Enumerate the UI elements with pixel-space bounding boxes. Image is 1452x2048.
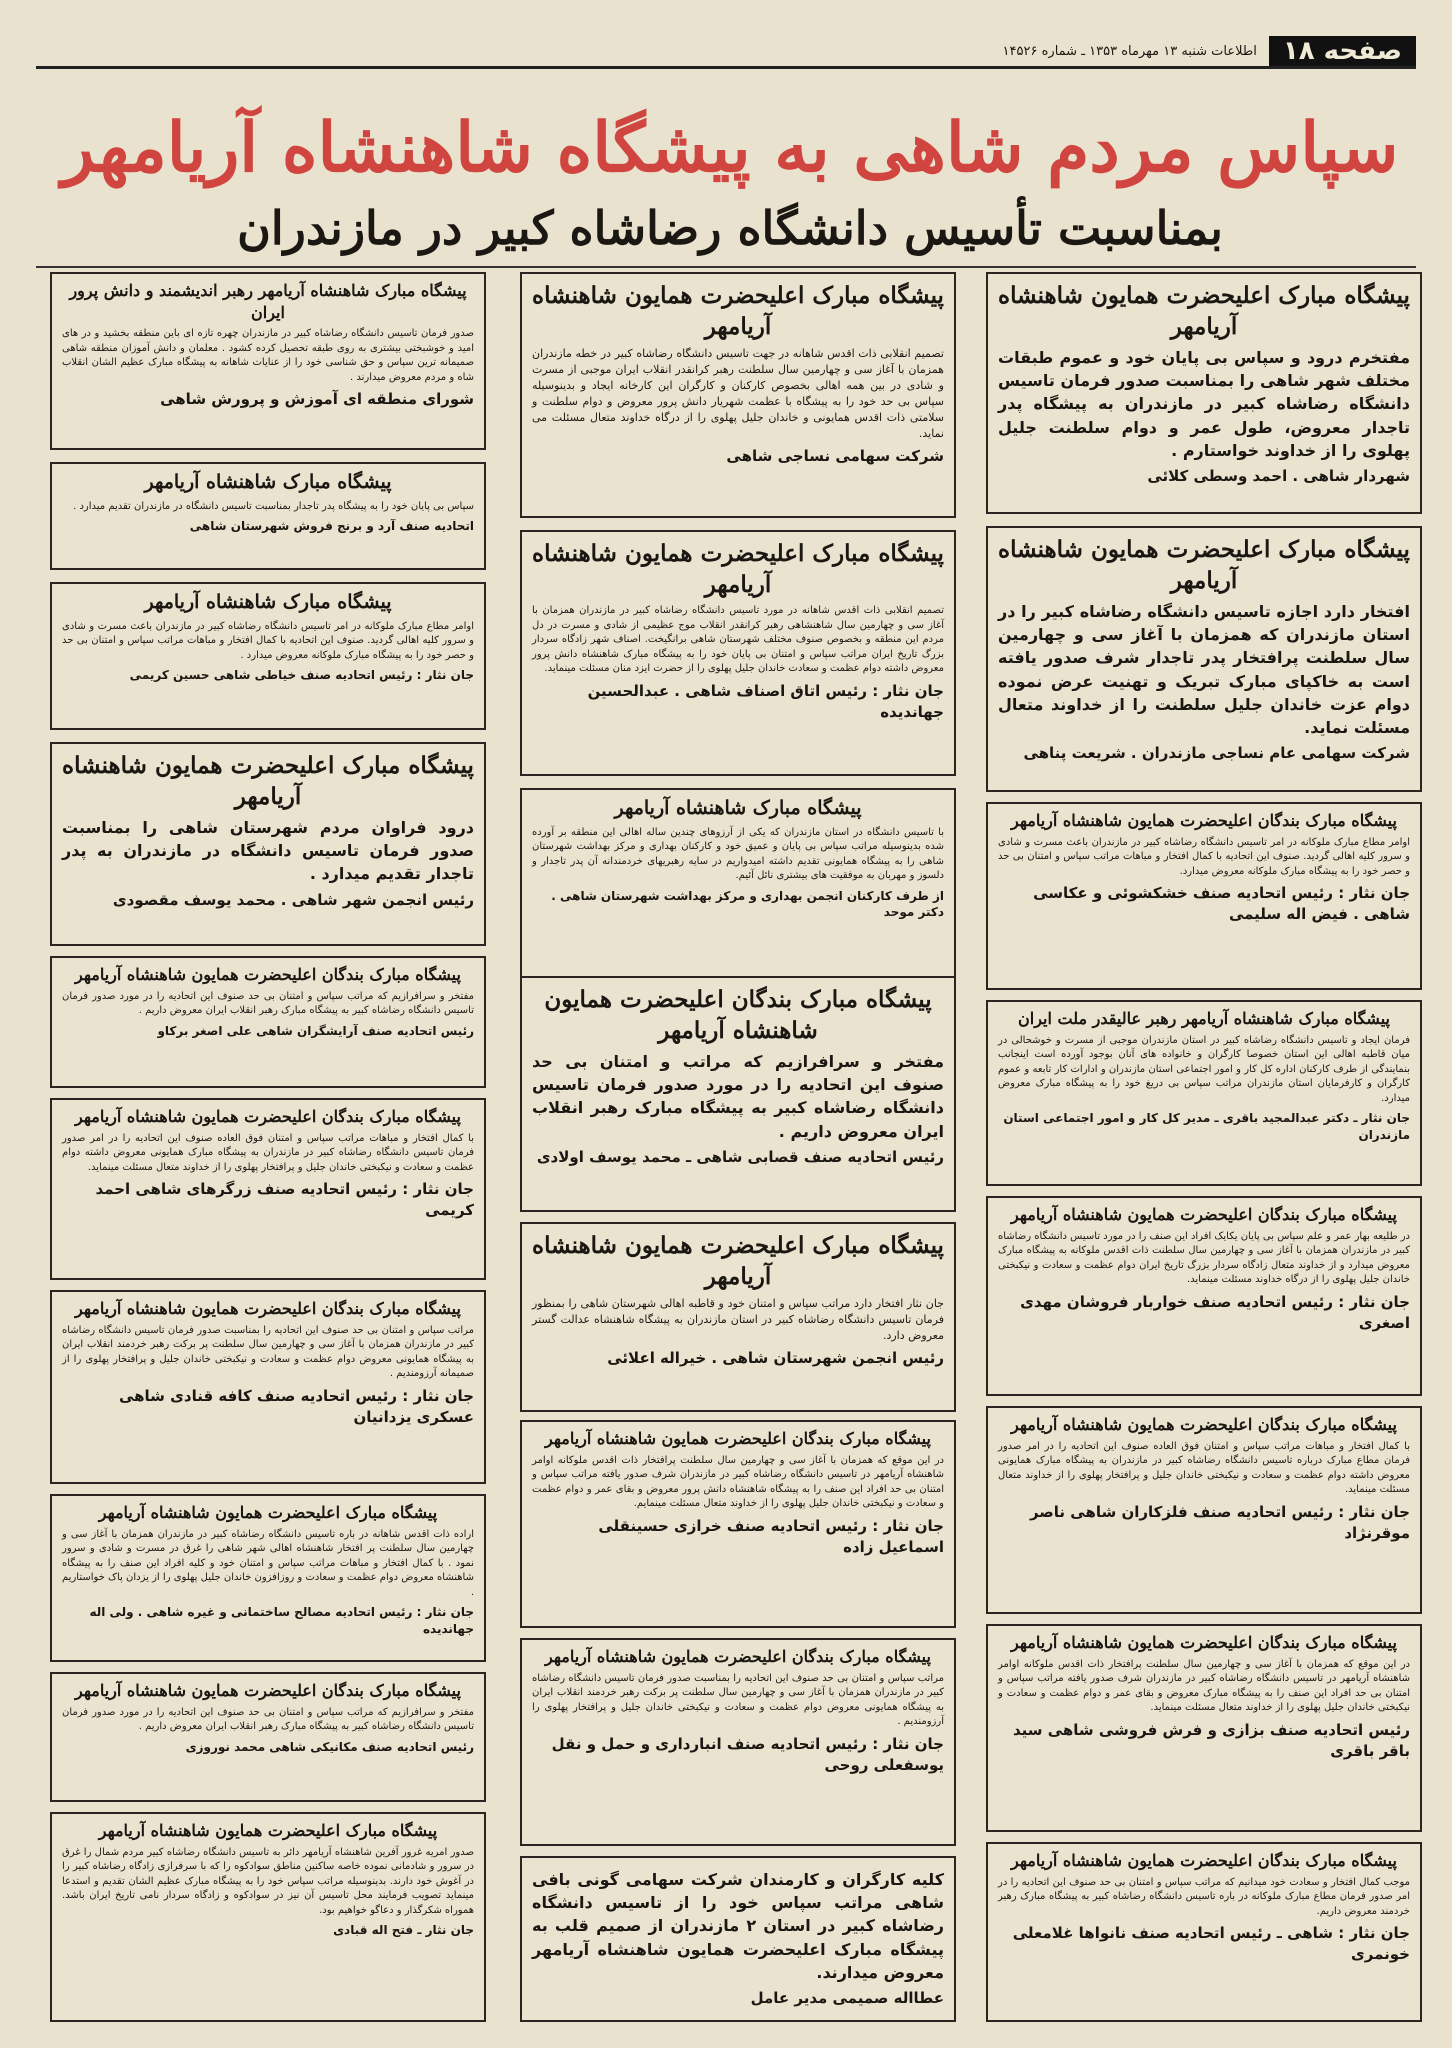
ad-box [50,1672,486,1802]
ad-box [520,1222,956,1412]
ad-title: پیشگاه مبارک شاهنشاه آریامهر [614,797,862,819]
ad-body: مفتخرم درود و سپاس بی پایان خود و عموم طبقات مختلف شهر شاهی را بمناسبت صدور فرمان تاسیس دانشگاه رضاشاه کبیر در مازندران به پیشگاه پدر تاجدار معروض، طول عمر و دوام سلطنت جلیل پهلوی را از خداوند خواستارم . [998,348,1410,460]
divider [36,266,1416,268]
ad-body: در این موقع که همزمان با آغاز سی و چهارمین سال سلطنت پرافتخار ذات اقدس ملوکانه اوامر شاهنشاه آریامهر در تاسیس دانشگاه رضاشاه کبیر در مازندران شرف صدور یافته مراتب سپاس و امتنان بی حد افراد این صنف را به پیشگاه مبارک معروض و بقای عمر و دوام عظمت و سعادت و نیکبختی خاندان جلیل پهلوی را از خداوند متعال مسئلت مینماید. [998,1658,1410,1714]
ad-box [50,1098,486,1280]
ad-title: پیشگاه مبارک بندگان اعلیحضرت همایون شاهنشاه آریامهر [544,986,932,1045]
ad-box [520,272,956,518]
ad-box [520,530,956,776]
subheadline: بمناسبت تأسیس دانشگاه رضاشاه کبیر در مازندران [237,201,1223,255]
ad-title: پیشگاه مبارک شاهنشاه آریامهر [144,471,392,493]
ad-signature: جان نثار ـ دکتر عبدالمجید باقری ـ مدیر کل کار و امور اجتماعی استان مازندران [1003,1111,1410,1142]
ad-box [50,956,486,1088]
ad-title: پیشگاه مبارک اعلیحضرت همایون شاهنشاه آریامهر [62,752,474,811]
ad-box [520,1638,956,1846]
ad-body: اوامر مطاع مبارک ملوکانه در امر تاسیس دانشگاه رضاشاه کبیر در مازندران باعث مسرت و شادی و سرور کلیه اهالی گردید. صنوف این اتحادیه با کمال افتخار و مباهات مراتب سپاس و امتنان بی حد و حصر خود را به پیشگاه مبارک ملوکانه معروض میدارد . [62,620,474,661]
ad-signature: شرکت سهامی نساجی شاهی [726,446,944,465]
ad-body: تصمیم انقلابی ذات اقدس شاهانه در جهت تاسیس دانشگاه رضاشاه کبیر در خطه مازندران همزمان با آغاز سی و چهارمین سال سلطنت رهبر کرانقدر انقلاب ایران موجبی از مسرت و شادی در بین همه اهالی بخصوص کارکنان و کارگران این کارخانه ایجاد و بدینوسیله سپاس بی حد خود را به پیشگاه با عظمت شهریار دانش پرور معروض و دوام سلطنت و سلامتی ذات اقدس همایونی و خاندان جلیل پهلوی را از درگاه خداوند متعال مسئلت می نماید. [532,347,944,440]
ad-title: پیشگاه مبارک اعلیحضرت همایون شاهنشاه آریامهر [98,1503,438,1522]
ad-title: پیشگاه مبارک بندگان اعلیحضرت همایون شاهنشاه آریامهر [75,965,461,984]
page-number: صفحه ۱۸ [1269,36,1416,66]
ad-box [986,526,1422,792]
ad-signature: عطااله صمیمی مدیر عامل [750,1988,944,2007]
ad-signature: از طرف کارکنان انجمن بهداری و مرکز بهداشت شهرستان شاهی . دکتر موحد [551,888,944,920]
ad-body: با کمال افتخار و مباهات مراتب سپاس و امتنان فوق العاده صنوف این اتحادیه را در امر صدور فرمان تاسیس دانشگاه رضاشاه کبیر در مازندران به پیشگاه مبارک همایونی معروض داشته دوام عظمت و سعادت و نیکبختی خاندان جلیل و پرافتخار پهلوی را از خداوند متعال مسئلت مینماید. [62,1132,474,1173]
ad-signature: شرکت سهامی عام نساجی مازندران . شریعت پناهی [1023,744,1410,763]
ad-signature: جان نثار : رئیس اتحادیه صنف فلزکاران شاهی ناصر موقرنژاد [1029,1502,1410,1542]
ad-signature: رئیس اتحادیه صنف بزازی و فرش فروشی شاهی سید باقر باقری [1012,1720,1410,1760]
ad-title: پیشگاه مبارک بندگان اعلیحضرت همایون شاهنشاه آریامهر [75,1107,461,1126]
ad-title: پیشگاه مبارک اعلیحضرت همایون شاهنشاه آریامهر [532,540,944,599]
ad-title: پیشگاه مبارک شاهنشاه آریامهر رهبر اندیشمند و دانش پرور ایران [69,281,467,322]
ad-body: موجب کمال افتخار و سعادت خود میدانیم که مراتب سپاس و امتنان بی حد صنوف این اتحادیه را در امر صدور فرمان مطاع مبارک ملوکانه در باره تاسیس دانشگاه رضاشاه کبیر به پیشگاه مبارک رهبر خردمند معروض داریم. [998,1876,1410,1917]
ad-title: پیشگاه مبارک اعلیحضرت همایون شاهنشاه آریامهر [998,282,1410,341]
ad-title: پیشگاه مبارک بندگان اعلیحضرت همایون شاهنشاه آریامهر [545,1429,931,1448]
ad-body: مراتب سپاس و امتنان بی حد صنوف این اتحادیه را بمناسبت صدور فرمان تاسیس دانشگاه رضاشاه کبیر در مازندران همزمان با آغاز سی و چهارمین سال سلطنت پر برکت رهبر خردمند انقلاب ایران به پیشگاه همایونی معروض دوام عظمت و سعادت و نیکبختی خاندان جلیل و پرافتخار پهلوی را از صمیمانه آرزومندیم . [62,1324,474,1380]
ad-box [50,462,486,570]
ad-title: پیشگاه مبارک بندگان اعلیحضرت همایون شاهنشاه آریامهر [1011,811,1397,830]
ad-box [986,272,1422,514]
ad-title: پیشگاه مبارک شاهنشاه آریامهر رهبر عالیقدر ملت ایران [1018,1009,1390,1028]
ad-title: پیشگاه مبارک شاهنشاه آریامهر [144,591,392,613]
ad-title: پیشگاه مبارک بندگان اعلیحضرت همایون شاهنشاه آریامهر [1011,1415,1397,1434]
ad-signature: جان نثار : رئیس اتاق اصناف شاهی . عبدالحسین جهاندیده [587,681,944,721]
ad-body: در طلیعه بهار عمر و علم سپاس بی پایان یکایک افراد این صنف را در مورد تاسیس دانشگاه رضاشاه کبیر در مازندران همزمان با آغاز سی و چهارمین سال سلطنت ذات اقدس ملوکانه به پیشگاه مبارک معروض میدارد و از خداوند متعال زادگاه سردار بزرگ تاریخ ایران دوام عظمت و سعادت و نیکبختی خاندان جلیل پهلوی را از درگاه خداوند مسئلت مینماید. [998,1230,1410,1286]
ad-body: تصمیم انقلابی ذات اقدس شاهانه در مورد تاسیس دانشگاه رضاشاه کبیر در مازندران همزمان با آغاز سی و چهارمین سال شاهنشاهی رهبر کرانقدر انقلاب موج عظیمی از شادی و مسرت در دل مردم این منطقه و بخصوص صنوف مختلف شهرستان شاهی برانگیخت. اصناف شهر زادگاه سردار بزرگ تاریخ ایران مراتب سپاس و امتنان بی پایان خود را به پیشگاه مبارک شاهنشاه دانش پرور معروض داشته دوام عظمت و سعادت خاندان جلیل پهلوی را از حضرت ایزد منان مسئلت مینماید. [532,605,944,675]
ad-signature: جان نثار ـ فتح اله قبادی [333,1923,474,1938]
ad-box [520,788,956,978]
ad-body: با تاسیس دانشگاه در استان مازندران که یکی از آرزوهای چندین ساله اهالی این منطقه بر آورده شده بدینوسیله مراتب سپاس بی پایان و عمیق خود و کارکنان بهداری و مرکز بهداشت شهرستان شاهی را به پیشگاه همایونی تقدیم داشته امیدواریم در سایه رهبریهای خردمندانه آن پدر تاجدار و دلسوز و مهربان به موفقیت های بیشتری نائل آئیم. [532,826,944,882]
ad-body: اوامر مطاع مبارک ملوکانه در امر تاسیس دانشگاه رضاشاه کبیر در مازندران باعث مسرت و شادی و سرور کلیه اهالی گردید. صنوف این اتحادیه با کمال افتخار و مباهات مراتب سپاس و امتنان بی حد و حصر خود را به پیشگاه مبارک ملوکانه معروض میدارد. [998,836,1410,877]
ad-signature: جان نثار : رئیس اتحادیه صنف خشکشوئی و عکاسی شاهی . فیض اله سلیمی [1033,884,1410,924]
ad-body: کلیه کارگران و کارمندان شرکت سهامی گونی بافی شاهی مراتب سپاس خود را از تاسیس دانشگاه رضاشاه کبیر در استان ۲ مازندران از صمیم قلب به پیشگاه مبارک اعلیحضرت همایون شاهنشاه آریامهر معروض میدارند. [532,1870,944,1982]
ad-box [50,1812,486,2022]
ad-body: مفتخر و سرافرازیم که مراتب و امتنان بی حد صنوف این اتحادیه را در مورد صدور فرمان تاسیس دانشگاه رضاشاه کبیر به پیشگاه مبارک رهبر انقلاب ایران معروض داریم . [532,1052,944,1141]
ad-title: پیشگاه مبارک بندگان اعلیحضرت همایون شاهنشاه آریامهر [1011,1633,1397,1652]
ad-box [986,802,1422,990]
ad-signature: جان نثار : رئیس اتحادیه صنف خیاطی شاهی حسین کریمی [129,668,474,683]
issue-info: اطلاعات شنبه ۱۳ مهرماه ۱۳۵۳ ـ شماره ۱۴۵۲۶ [1002,43,1257,59]
ad-signature: اتحادیه صنف آرد و برنج فروش شهرستان شاهی [189,519,474,534]
ad-signature: جان نثار : رئیس اتحادیه صنف زرگرهای شاهی احمد کریمی [95,1180,474,1220]
ad-box [986,1406,1422,1614]
ad-title: پیشگاه مبارک اعلیحضرت همایون شاهنشاه آریامهر [532,282,944,341]
ad-box [520,1856,956,2022]
ad-body: فرمان ایجاد و تاسیس دانشگاه رضاشاه کبیر در استان مازندران موجبی از مسرت و خوشحالی در میان قاطبه اهالی این استان خصوصا کارگران و خانواده های آنان بوجود آورده است اینجانب بنمایندگی از طرف کارکنان اداره کل کار و امور اجتماعی استان مازندران و ادارات کار تابعه و عموم کارگران و کارفرمایان استان مازندران مراتب سپاس بی دریغ خود را به پیشگاه مبارک معروض میدارد. [998,1034,1410,1104]
ad-body: اراده ذات اقدس شاهانه در باره تاسیس دانشگاه رضاشاه کبیر در مازندران همزمان با آغاز سی و چهارمین سال سلطنت پر افتخار شاهنشاه اهالی شهر شاهی را غرق در مسرت و شادی و سرور نمود . با کمال افتخار و مباهات مراتب سپاس و امتنان خود و کلیه افراد این صنف را به پیشگاه شاهنشاه معروض دوام عظمت و سعادت و روزافزون خاندان جلیل پهلوی را از یزدان پاک خواستاریم . [62,1528,474,1598]
ad-box [520,976,956,1212]
ad-title: پیشگاه مبارک اعلیحضرت همایون شاهنشاه آریامهر [532,1232,944,1291]
ad-signature: شورای منطقه ای آموزش و پرورش شاهی [160,390,474,409]
ad-body: مراتب سپاس و امتنان بی حد صنوف این اتحادیه را بمناسبت صدور فرمان تاسیس دانشگاه رضاشاه کبیر در مازندران همزمان با آغاز سی و چهارمین سال سلطنت پر برکت رهبر خردمند انقلاب ایران به پیشگاه همایونی معروض دوام عظمت و سعادت و نیکبختی خاندان جلیل و پرافتخار پهلوی را آرزومندیم . [532,1672,944,1728]
ad-signature: رئیس اتحادیه صنف آرایشگران شاهی علی اصغر برکاو [157,1023,474,1038]
ad-box [50,742,486,946]
ad-body: مفتخر و سرافرازیم که مراتب سپاس و امتنان بی حد صنوف این اتحادیه را در مورد صدور فرمان تاسیس دانشگاه رضاشاه کبیر به پیشگاه مبارک رهبر انقلاب ایران معروض داریم . [62,1706,474,1733]
ad-title: پیشگاه مبارک بندگان اعلیحضرت همایون شاهنشاه آریامهر [1011,1851,1397,1870]
ad-title: پیشگاه مبارک بندگان اعلیحضرت همایون شاهنشاه آریامهر [1011,1205,1397,1224]
ad-body: صدور امریه غرور آفرین شاهنشاه آریامهر دائر به تاسیس دانشگاه رضاشاه کبیر مردم شمال را غرق در سرور و شادمانی نموده خاصه ساکنین مناطق سوادکوه را که با سرفرازی زادگاه رضاشاه کبیر را در آغوش خود دارند. بدینوسیله مراتب سپاس خود را به پیشگاه مبارک عظیم الشان تقدیم و استدعا مینماید تصویب فرمایند محل تاسیس آن نیز در سوادکوه و زادگاه سردار نامی تاریخ ایران باشد. هموراه شکرگذار و دعاگو خواهیم بود. [62,1846,474,1916]
ad-signature: شهردار شاهی . احمد وسطی کلائی [1147,467,1410,486]
ad-signature: جان نثار : رئیس اتحادیه صنف خواربار فروشان مهدی اصغری [1020,1292,1410,1332]
ad-box [986,1842,1422,2022]
headline: سپاس مردم شاهی به پیشگاه شاهنشاه آریامهر [61,108,1399,188]
ad-title: پیشگاه مبارک بندگان اعلیحضرت همایون شاهنشاه آریامهر [75,1681,461,1700]
ad-signature: رئیس انجمن شهرستان شاهی . خیراله اعلائی [607,1348,944,1367]
ad-title: پیشگاه مبارک اعلیحضرت همایون شاهنشاه آریامهر [98,1821,438,1840]
ad-body: مفتخر و سرافرازیم که مراتب سپاس و امتنان بی حد صنوف این اتحادیه را در مورد صدور فرمان تاسیس دانشگاه رضاشاه کبیر به پیشگاه مبارک رهبر انقلاب ایران معروض داریم . [62,990,474,1017]
ad-box [50,582,486,730]
ad-body: در این موقع که همزمان با آغاز سی و چهارمین سال سلطنت پرافتخار ذات اقدس ملوکانه اوامر شاهنشاه آریامهر در تاسیس دانشگاه رضاشاه کبیر در مازندران شرف صدور یافته مراتب سپاس و امتنان بی حد افراد این صنف را به پیشگاه شاهنشاه دانش پرور معروض و بقای عمر و دوام عظمت و سعادت و نیکبختی خاندان جلیل پهلوی را از خداوند متعال مسئلت مینمایم. [532,1454,944,1510]
ad-body: جان نثار افتخار دارد مراتب سپاس و امتنان خود و قاطبه اهالی شهرستان شاهی را بمنظور فرمان تاسیس دانشگاه رضاشاه کبیر در استان مازندران به پیشگاه شاهنشاه عدالت گستر معروض دارد. [532,1297,944,1342]
ad-box [50,272,486,450]
ad-box [520,1420,956,1628]
ad-title: پیشگاه مبارک بندگان اعلیحضرت همایون شاهنشاه آریامهر [545,1647,931,1666]
ad-signature: جان نثار : رئیس اتحادیه صنف کافه قنادی شاهی عسکری یزدانیان [118,1386,474,1426]
ad-box [50,1290,486,1484]
ad-box [986,1624,1422,1832]
ad-body: سپاس بی پایان خود را به پیشگاه پدر تاجدار بمناسبت تاسیس دانشگاه در مازندران تقدیم میدارد . [73,500,474,512]
ad-signature: رئیس اتحادیه صنف قصابی شاهی ـ محمد یوسف اولادی [536,1147,944,1166]
ad-box [986,1000,1422,1186]
ad-signature: جان نثار : رئیس اتحادیه صنف خرازی حسینقلی اسماعیل زاده [598,1516,944,1556]
ad-signature: رئیس انجمن شهر شاهی . محمد یوسف مقصودی [112,890,474,909]
ad-signature: رئیس اتحادیه صنف مکانیکی شاهی محمد نوروزی [185,1739,474,1754]
ad-box [50,1494,486,1662]
ad-box [986,1196,1422,1396]
ad-signature: جان نثار : شاهی ـ رئیس اتحادیه صنف نانواها غلامعلی خونمری [1012,1924,1410,1964]
page-header [36,36,1416,69]
ad-body: با کمال افتخار و مباهات مراتب سپاس و امتنان فوق العاده صنوف این اتحادیه را در امر صدور فرمان مطاع مبارک درباره تاسیس دانشگاه رضاشاه کبیر در مازندران به پیشگاه مبارک همایونی معروض داشته دوام عظمت و سعادت و نیکبختی خاندان جلیل و پرافتخار پهلوی را از خداوند متعال مسئلت مینماید. [998,1440,1410,1496]
ad-body: صدور فرمان تاسیس دانشگاه رضاشاه کبیر در مازندران چهره تازه ای باین منطقه بخشید و در های امید و خوشبختی بیشتری به روی طبقه تحصیل کرده کشود . معلمان و دانش آموزان منطقه شاهی صمیمانه ترین سپاس و حق شناسی خود را از عنایات شاهانه به پیشگاه مبارک عظیم الشان انقلاب شاه و مردم معروض میدارند . [62,328,474,383]
ad-body: درود فراوان مردم شهرستان شاهی را بمناسبت صدور فرمان تاسیس دانشگاه در مازندران به پدر تاجدار تقدیم میدارد . [62,818,474,884]
ad-body: افتخار دارد اجازه تاسیس دانشگاه رضاشاه کبیر را در استان مازندران که همزمان با آغاز سی و چهارمین سال سلطنت پرافتخار پدر تاجدار شرف صدور یافته است به خاکپای مبارک تبریک و تهنیت عرض نموده دوام عزت خاندان جلیل سلطنت را از خداوند متعال مسئلت نماید. [998,602,1410,738]
ad-signature: جان نثار : رئیس اتحادیه مصالح ساختمانی و غیره شاهی . ولی اله جهاندیده [89,1605,474,1636]
ad-title: پیشگاه مبارک بندگان اعلیحضرت همایون شاهنشاه آریامهر [75,1299,461,1318]
ad-title: پیشگاه مبارک اعلیحضرت همایون شاهنشاه آریامهر [998,536,1410,595]
ad-signature: جان نثار : رئیس اتحادیه صنف انبارداری و حمل و نقل یوسفعلی روحی [551,1734,944,1774]
